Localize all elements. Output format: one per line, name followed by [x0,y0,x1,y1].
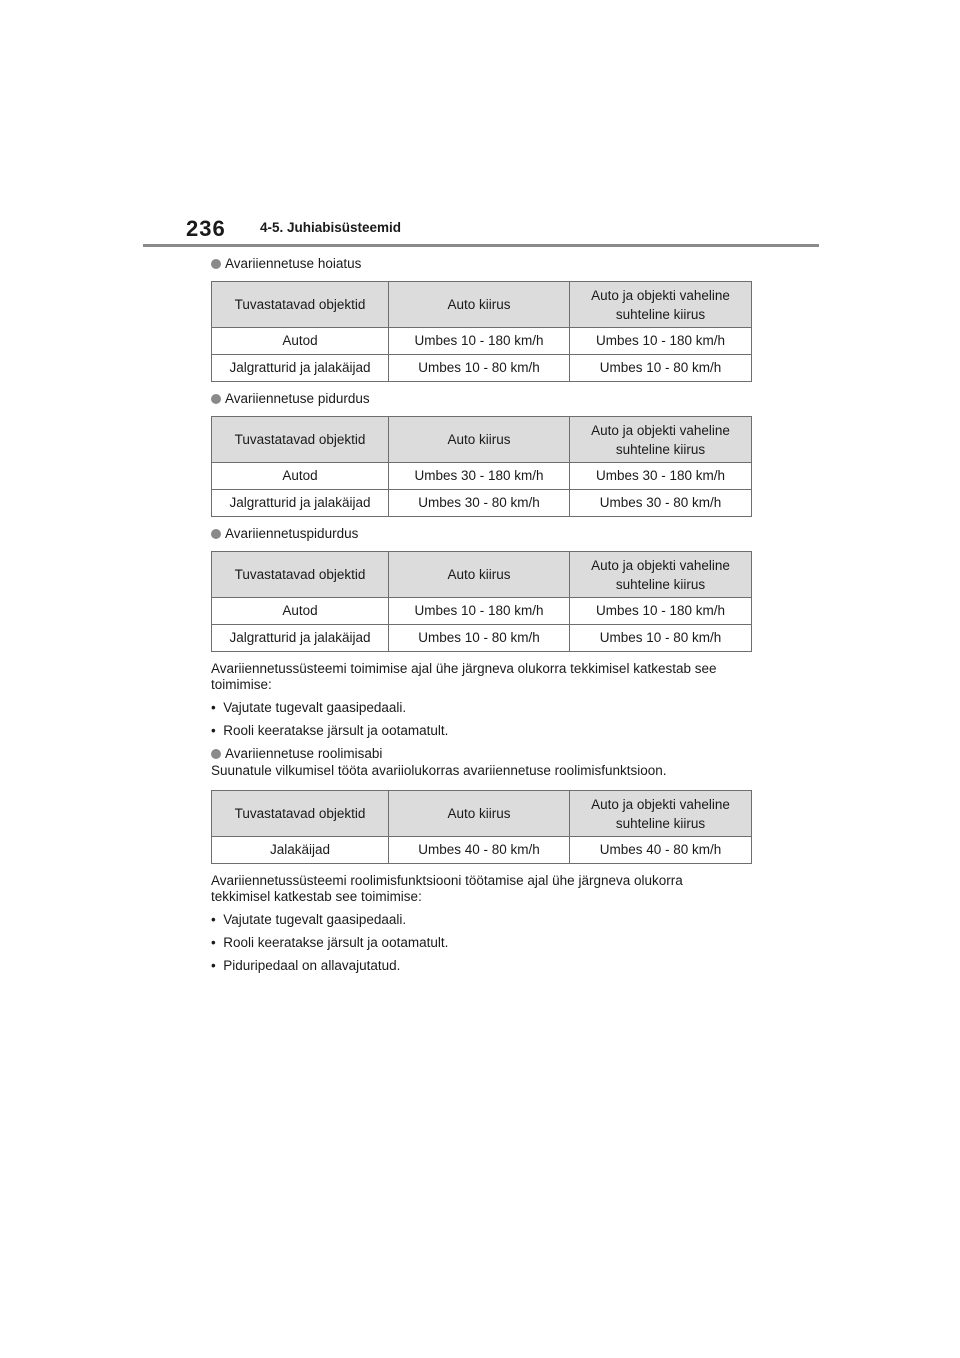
cancel-conditions-text: Avariiennetussüsteemi toimimise ajal ühe järgneva olukorra tekkimisel katkestab see toimimise: [211,661,717,692]
emergency-braking-speed-table [211,551,752,652]
table-cell: Jalgratturid ja jalakäijad [212,355,389,382]
header-cell-relative-speed: Auto ja objekti vaheline suhteline kiirus [570,791,752,837]
header-cell-objects: Tuvastatavad objektid [212,552,389,598]
header-cell-relative-speed: Auto ja objekti vaheline suhteline kiirus [570,552,752,598]
table-cell: Umbes 10 - 80 km/h [570,625,752,652]
heading-text: Avariiennetuse pidurdus [225,391,370,406]
list-item: • Rooli keeratakse järsult ja ootamatult. [211,723,449,738]
table-cell: Jalgratturid ja jalakäijad [212,490,389,517]
table-row [212,598,752,625]
list-item: • Piduripedaal on allavajutatud. [211,958,401,973]
table-cell: Umbes 30 - 80 km/h [389,490,570,517]
table-cell: Jalakäijad [212,837,389,864]
table-row [212,837,752,864]
bullet-icon [211,394,221,404]
bullet-icon [211,749,221,759]
table-cell: Umbes 10 - 80 km/h [570,355,752,382]
section-heading-braking [211,391,751,407]
table-row [212,625,752,652]
table-cell: Umbes 30 - 180 km/h [570,463,752,490]
header-cell-relative-speed: Auto ja objekti vaheline suhteline kiirus [570,282,752,328]
table-cell: Umbes 30 - 80 km/h [570,490,752,517]
table-cell: Umbes 10 - 80 km/h [389,625,570,652]
table-cell: Umbes 30 - 180 km/h [389,463,570,490]
table-cell: Autod [212,463,389,490]
section-heading-steering [211,746,751,762]
table-row [212,355,752,382]
section-heading-emergency-braking [211,526,751,542]
table-header-row [212,791,752,837]
header-cell-objects: Tuvastatavad objektid [212,791,389,837]
table-cell: Autod [212,328,389,355]
table-header-row [212,417,752,463]
page-number: 236 [186,216,226,241]
bullet-icon [211,259,221,269]
table-cell: Autod [212,598,389,625]
header-cell-objects: Tuvastatavad objektid [212,417,389,463]
table-row [212,490,752,517]
header-cell-vehicle-speed: Auto kiirus [389,552,570,598]
warning-speed-table [211,281,752,382]
header-cell-vehicle-speed: Auto kiirus [389,282,570,328]
heading-text: Avariiennetuspidurdus [225,526,359,541]
heading-text: Avariiennetuse hoiatus [225,256,362,271]
section-title: 4-5. Juhiabisüsteemid [260,220,402,235]
table-header-row [212,282,752,328]
table-row [212,328,752,355]
section-heading-warning [211,256,751,272]
header-cell-objects: Tuvastatavad objektid [212,282,389,328]
table-cell: Umbes 10 - 180 km/h [389,328,570,355]
steering-speed-table [211,790,752,864]
steering-cancel-conditions-text: Avariiennetussüsteemi roolimisfunktsiooni töötamise ajal ühe järgneva olukorra tekkimisel katkestab see toimimise: [211,873,683,904]
table-cell: Umbes 10 - 180 km/h [570,598,752,625]
table-cell: Jalgratturid ja jalakäijad [212,625,389,652]
header-divider [143,244,819,247]
steering-description: Suunatule vilkumisel tööta avariiolukorras avariiennetuse roolimisfunktsioon. [211,763,667,778]
header-cell-vehicle-speed: Auto kiirus [389,791,570,837]
table-cell: Umbes 40 - 80 km/h [570,837,752,864]
page-content [211,253,751,974]
table-cell: Umbes 10 - 80 km/h [389,355,570,382]
table-header-row [212,552,752,598]
list-item: • Vajutate tugevalt gaasipedaali. [211,700,407,715]
list-item: • Rooli keeratakse järsult ja ootamatult. [211,935,449,950]
braking-speed-table [211,416,752,517]
header-cell-vehicle-speed: Auto kiirus [389,417,570,463]
table-cell: Umbes 40 - 80 km/h [389,837,570,864]
header-cell-relative-speed: Auto ja objekti vaheline suhteline kiirus [570,417,752,463]
table-cell: Umbes 10 - 180 km/h [389,598,570,625]
table-cell: Umbes 10 - 180 km/h [570,328,752,355]
table-row [212,463,752,490]
heading-text: Avariiennetuse roolimisabi [225,746,383,761]
list-item: • Vajutate tugevalt gaasipedaali. [211,912,407,927]
bullet-icon [211,529,221,539]
page-header [0,0,960,250]
